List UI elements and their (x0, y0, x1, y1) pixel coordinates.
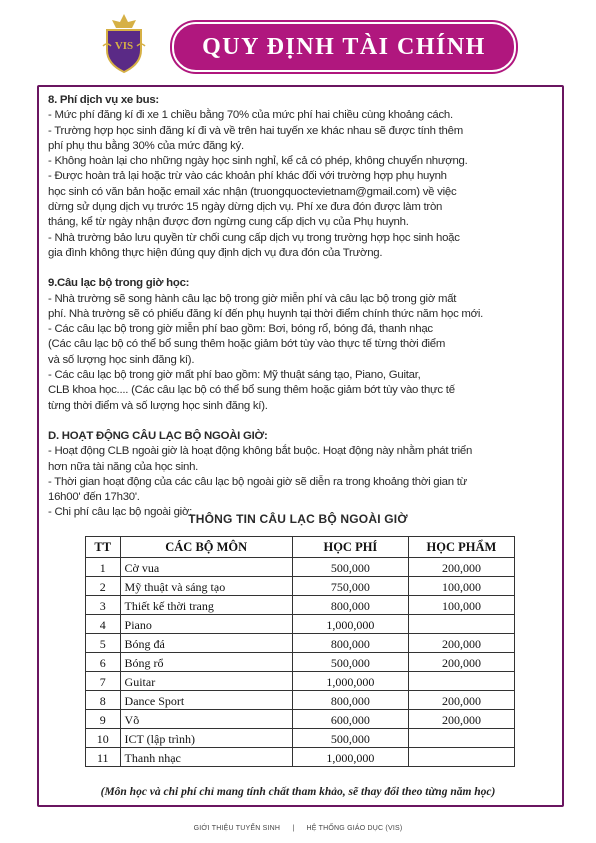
subject-cell: Guitar (120, 672, 292, 691)
clubs-in-school-line: và số lượng học sinh đăng kí). (48, 353, 195, 366)
subject-cell: Võ (120, 710, 292, 729)
table-header-row (86, 537, 515, 558)
club-table (85, 536, 515, 767)
subject-cell: Thiết kế thời trang (120, 596, 292, 615)
school-logo (101, 12, 147, 74)
materials-cell: 200,000 (408, 710, 514, 729)
row-number: 2 (86, 577, 121, 596)
clubs-in-school-heading: 9.Câu lạc bộ trong giờ học: (48, 277, 190, 290)
materials-cell (408, 672, 514, 691)
row-number: 11 (86, 748, 121, 767)
fee-cell: 500,000 (292, 558, 408, 577)
clubs-after-school-line: - Chi phí câu lạc bộ ngoài giờ: (48, 506, 193, 519)
page-title: QUY ĐỊNH TÀI CHÍNH (172, 22, 516, 72)
footer-right-text: HỆ THỐNG GIÁO DỤC (VIS) (306, 825, 403, 832)
bus-line: tháng, kể từ ngày nhận được đơn ngừng cung cấp dịch vụ của Phụ huynh. (48, 216, 409, 229)
materials-cell: 100,000 (408, 577, 514, 596)
clubs-after-school-heading: D. HOẠT ĐỘNG CÂU LẠC BỘ NGOÀI GIỜ: (48, 429, 268, 442)
bus-line: dừng sử dụng dịch vụ trước 15 ngày dừng dịch vụ. Phí xe đưa đón được làm tròn (48, 201, 443, 214)
table-row (86, 672, 515, 691)
bus-heading: 8. Phí dịch vụ xe bus: (48, 94, 159, 106)
clubs-in-school-line: - Nhà trường sẽ song hành câu lạc bộ trong giờ miễn phí và câu lạc bộ trong giờ mất (48, 292, 457, 305)
bus-line: - Được hoàn trả lại hoặc trừ vào các khoản phí khác đối với trường hợp phụ huynh (48, 170, 447, 183)
subject-cell: ICT (lập trình) (120, 729, 292, 748)
row-number: 5 (86, 634, 121, 653)
materials-cell (408, 729, 514, 748)
fee-cell: 750,000 (292, 577, 408, 596)
table-row (86, 615, 515, 634)
row-number: 1 (86, 558, 121, 577)
subject-cell: Cờ vua (120, 558, 292, 577)
row-number: 3 (86, 596, 121, 615)
subject-cell: Thanh nhạc (120, 748, 292, 767)
subject-cell: Mỹ thuật và sáng tạo (120, 577, 292, 596)
table-row (86, 653, 515, 672)
clubs-in-school-line: (Các câu lạc bộ có thể bổ sung thêm hoặc giảm bớt tùy vào thực tế từng thời điểm (48, 338, 446, 351)
clubs-after-school-line: - Hoạt động CLB ngoài giờ là hoạt động không bắt buộc. Hoạt động này nhằm phát triển (48, 445, 473, 458)
fee-cell: 600,000 (292, 710, 408, 729)
table-row (86, 691, 515, 710)
logo-text: VIS (114, 40, 134, 52)
row-number: 9 (86, 710, 121, 729)
fee-cell: 1,000,000 (292, 615, 408, 634)
table-row (86, 748, 515, 767)
row-number: 7 (86, 672, 121, 691)
column-header-tt: TT (86, 537, 121, 558)
table-row (86, 558, 515, 577)
fee-cell: 800,000 (292, 634, 408, 653)
table-row (86, 596, 515, 615)
clubs-in-school-line: - Các câu lạc bộ trong giờ mất phí bao gồm: Mỹ thuật sáng tạo, Piano, Guitar, (48, 369, 421, 382)
row-number: 8 (86, 691, 121, 710)
bus-line: - Mức phí đăng kí đi xe 1 chiều bằng 70% của mức phí hai chiều cùng khoảng cách. (48, 109, 453, 122)
subject-cell: Bóng rổ (120, 653, 292, 672)
table-row (86, 710, 515, 729)
footer-left-text: GIỚI THIỆU TUYỂN SINH (193, 825, 281, 832)
table-row (86, 634, 515, 653)
bus-line: - Không hoàn lại cho những ngày học sinh nghỉ, kể cả có phép, không chuyển nhượng. (48, 155, 468, 168)
materials-cell: 200,000 (408, 634, 514, 653)
footer-separator: | (292, 825, 295, 832)
vis-shield-icon (101, 12, 147, 74)
page-footer (0, 825, 596, 832)
bus-line: - Nhà trường bảo lưu quyền từ chối cung cấp dịch vụ trong trường hợp học sinh hoặc (48, 231, 460, 244)
subject-cell: Piano (120, 615, 292, 634)
materials-cell: 100,000 (408, 596, 514, 615)
materials-cell (408, 615, 514, 634)
bus-line: học sinh có văn bản hoặc email xác nhận (truongquoctevietnam@gmail.com) về việc (48, 185, 457, 198)
clubs-in-school-line: - Các câu lạc bộ trong giờ miễn phí bao gồm: Bơi, bóng rổ, bóng đá, thanh nhạc (48, 323, 433, 336)
clubs-after-school-line: 16h00' đến 17h30'. (48, 491, 140, 504)
column-header-subject: CÁC BỘ MÔN (120, 537, 292, 558)
row-number: 10 (86, 729, 121, 748)
column-header-fee: HỌC PHÍ (292, 537, 408, 558)
fee-cell: 1,000,000 (292, 672, 408, 691)
fee-cell: 1,000,000 (292, 748, 408, 767)
row-number: 4 (86, 615, 121, 634)
fee-cell: 500,000 (292, 729, 408, 748)
club-table-title: THÔNG TIN CÂU LẠC BỘ NGOÀI GIỜ (188, 512, 408, 526)
clubs-in-school-line: từng thời điểm và số lượng học sinh đăng kí). (48, 399, 268, 412)
clubs-in-school-line: CLB khoa học.... (Các câu lạc bộ có thể bổ sung thêm hoặc giảm bớt tùy vào thực tế (48, 384, 455, 397)
row-number: 6 (86, 653, 121, 672)
fee-cell: 500,000 (292, 653, 408, 672)
table-row (86, 577, 515, 596)
fee-cell: 800,000 (292, 691, 408, 710)
bus-line: - Trường hợp học sinh đăng kí đi và về trên hai tuyến xe khác nhau sẽ được tính thêm (48, 124, 463, 137)
materials-cell: 200,000 (408, 691, 514, 710)
subject-cell: Dance Sport (120, 691, 292, 710)
clubs-after-school-line: - Thời gian hoạt động của các câu lạc bộ ngoài giờ sẽ diễn ra trong khoảng thời gian từ (48, 475, 468, 488)
bus-line: phí phụ thu bằng 30% của mức đăng ký. (48, 139, 244, 152)
table-row (86, 729, 515, 748)
document-body (48, 93, 548, 521)
clubs-in-school-line: phí. Nhà trường sẽ có phiếu đăng kí đến phụ huynh tại thời điểm chính thức năm học mới. (48, 307, 484, 320)
column-header-materials: HỌC PHẨM (408, 537, 514, 558)
subject-cell: Bóng đá (120, 634, 292, 653)
clubs-after-school-line: hơn nữa tài năng của học sinh. (48, 460, 199, 473)
table-note: (Môn học và chi phí chỉ mang tính chất tham khảo, sẽ thay đổi theo từng năm học) (100, 786, 496, 798)
bus-line: gia đình không thực hiện đúng quy định dịch vụ đưa đón của Trường. (48, 246, 383, 259)
fee-cell: 800,000 (292, 596, 408, 615)
materials-cell: 200,000 (408, 558, 514, 577)
materials-cell (408, 748, 514, 767)
materials-cell: 200,000 (408, 653, 514, 672)
